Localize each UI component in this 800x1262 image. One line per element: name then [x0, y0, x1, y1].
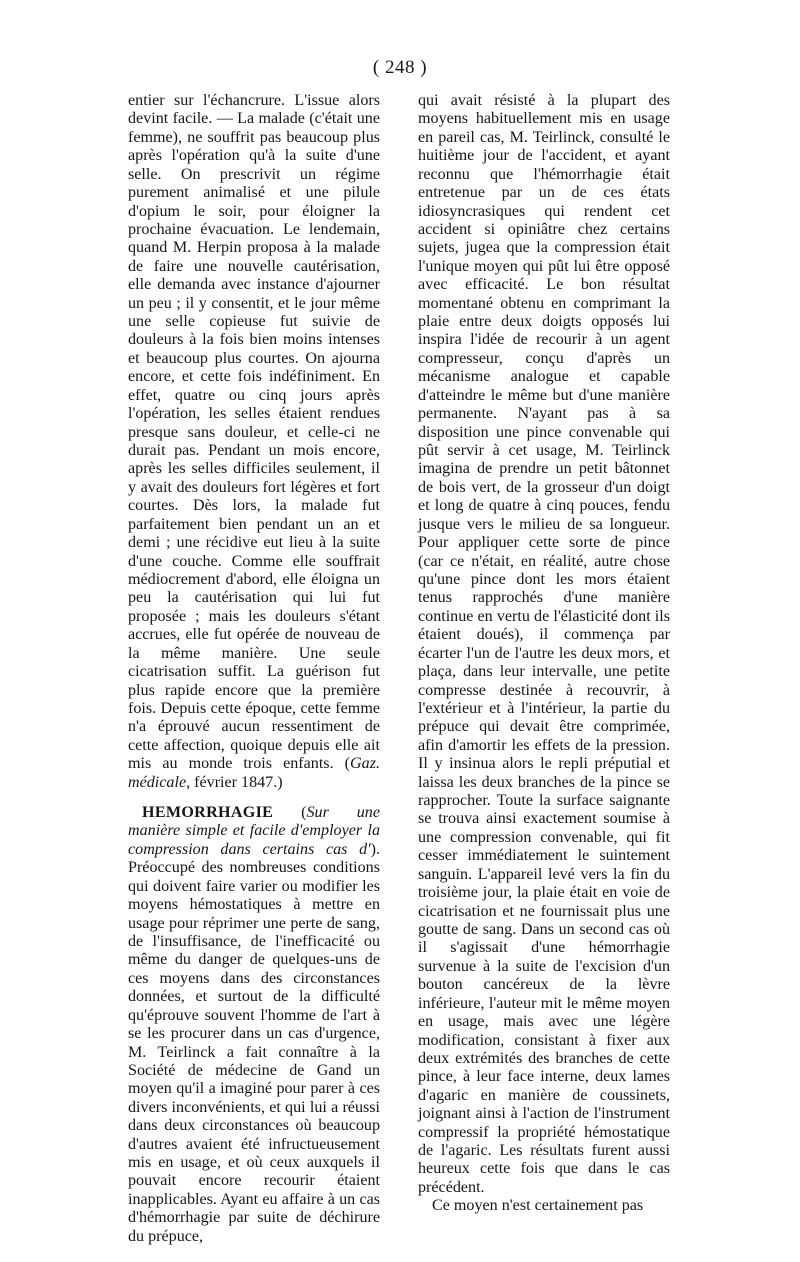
page-number: ( 248 )	[372, 57, 428, 78]
left-paragraph-1-text: entier sur l'échancrure. L'issue alors devint facile. — La malade (c'était une femme), ne souffrit pas beaucoup plus après l'opération qu'à la suite d'une selle. On prescrivit un régime purement animalisé et une pilule d'opium le soir, pour éloigner la prochaine évacuation. Le lendemain, quand M. Herpin proposa à la malade de faire une nouvelle cautérisation, elle demanda avec instance d'ajourner un peu ; il y consentit, et le jour même une selle copieuse fut suivie de douleurs à la fois bien moins intenses et beaucoup plus courtes. On ajourna encore, et cette fois indéfiniment. En effet, quatre ou cinq jours après l'opération, les selles étaient rendues presque sans douleur, et celle-ci ne durait pas. Pendant un mois encore, après les selles difficiles seulement, il y avait des douleurs fort légères et fort courtes. Dès lors, la malade fut parfaitement bien pendant un an et demi ; une récidive eut lieu à la suite d'une couche. Comme elle souffrait médiocrement d'abord, elle éloigna un peu la cautérisation qui lui fut proposée ; mais les douleurs s'étant accrues, elle fut opérée de nouveau de la même manière. Une seule cicatrisation suffit. La guérison fut plus rapide encore que la première fois. Depuis cette époque, cette femme n'a éprouvé aucun ressentiment de cette affection, quoique depuis elle ait mis au monde trois enfants. (	[128, 92, 380, 773]
right-paragraph-1: qui avait résisté à la plupart des moyens habituellement mis en usage en pareil cas, M. Teirlinck, consulté le huitième jour de l'accident, et ayant reconnu que l'hémorrhagie était entretenue par un de ces états idiosyncrasiques qui rendent cet accident si opiniâtre chez certains sujets, jugea que la compression était l'unique moyen qui pût lui être opposé avec efficacité. Le bon résultat momentané obtenu en comprimant la plaie entre deux doigts opposés lui inspira l'idée de recourir à un agent compresseur, conçu d'après un mécanisme analogue et capable d'atteindre le même but d'une manière permanente. N'ayant pas à sa disposition une pince convenable qui pût servir à cet usage, M. Teirlinck imagina de prendre un petit bâtonnet de bois vert, de la grosseur d'un doigt et long de quatre à cinq pouces, fendu jusque vers le milieu de sa longueur. Pour appliquer cette sorte de pince (car ce n'était, en réalité, autre chose qu'une pince dont les mors étaient tenus rapprochés d'une manière continue en vertu de l'élasticité dont ils étaient doués), il commença par écarter l'un de l'autre les deux mors, et plaça, dans leur intervalle, une petite compresse destinée à recouvrir, à l'extérieur et à l'intérieur, la partie du prépuce qui devait être comprimée, afin d'amortir les effets de la pression. Il y insinua alors le repli préputial et laissa les deux branches de la pince se rapprocher. Toute la surface saignante se trouva ainsi exactement soumise à une compression convenable, qui fit cesser immédiatement le suintement sanguin. L'appareil levé vers la fin du troisième jour, la plaie était en voie de cicatrisation et ne fournissait plus une goutte de sang. Dans un second cas où il s'agissait d'une hémorrhagie survenue à la suite de l'excision d'un bouton cancéreux de la lèvre inférieure, l'auteur mit le même moyen en usage, mais avec une légère modification, consistant à fixer aux deux extrémités des branches de cette pince, à leur face interne, deux lames d'agaric en manière de coussinets, joignant ainsi à l'action de l'instrument compressif la propriété hémostatique de l'agaric. Les résultats furent aussi heureux cette fois que dans le cas précédent.	[418, 92, 670, 1196]
source-date: , février 1847.)	[186, 773, 283, 791]
hemorrhagie-article	[128, 804, 380, 1246]
left-paragraph-1	[128, 92, 380, 792]
article-open-paren: (	[273, 804, 307, 822]
paragraph-gap	[128, 792, 380, 804]
article-body: ). Préoccupé des nombreuses conditions qui doivent faire varier ou modifier les moyens hémostatiques à mettre en usage pour réprimer une perte de sang, de l'insuffisance, de l'inefficacité ou même du danger de quelques-uns de ces moyens dans des circonstances données, et surtout de la difficulté qu'éprouve souvent l'homme de l'art à se les procurer dans un cas d'urgence, M. Teirlinck a fait connaître à la Société de médecine de Gand un moyen qu'il a imaginé pour parer à ces divers inconvénients, et qui lui a réussi dans deux circonstances où beaucoup d'autres avaient été infructueusement mis en usage, et où ceux auxquels il pouvait encore recourir étaient inapplicables. Ayant eu affaire à un cas d'hémorrhagie par suite de déchirure du prépuce,	[128, 840, 380, 1245]
article-subtitle: Sur une manière simple et facile d'employer la compression dans certains cas d'	[128, 804, 380, 858]
left-column	[128, 92, 380, 1246]
right-column	[418, 92, 670, 1216]
right-paragraph-2: Ce moyen n'est certainement pas	[432, 1197, 644, 1215]
article-heading: HEMORRHAGIE	[142, 804, 274, 822]
source-citation: Gaz. médicale	[128, 755, 380, 791]
